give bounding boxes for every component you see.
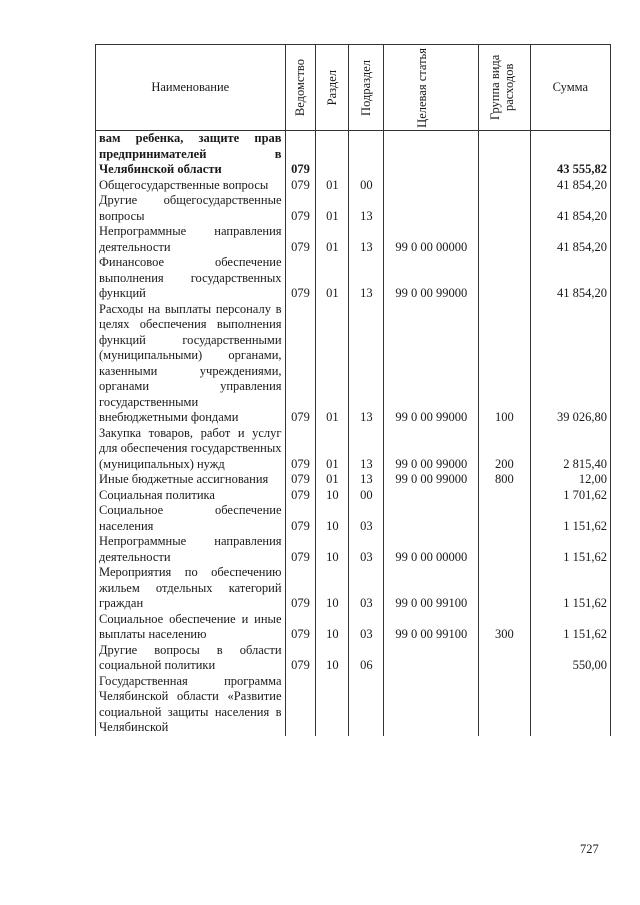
header-gruppa: Группа вида расходов — [488, 54, 517, 121]
cell-razdel: 01 — [316, 255, 349, 302]
cell-gruppa — [479, 674, 531, 736]
table-row — [96, 193, 611, 224]
cell-podrazdel: 03 — [349, 534, 384, 565]
table-row — [96, 255, 611, 302]
cell-celevaya — [384, 674, 479, 736]
cell-gruppa: 100 — [479, 302, 531, 426]
cell-vedomstvo: 079 — [285, 612, 316, 643]
cell-name: Общегосударственные вопросы — [96, 178, 286, 194]
cell-podrazdel: 03 — [349, 503, 384, 534]
cell-celevaya — [384, 643, 479, 674]
cell-gruppa: 300 — [479, 612, 531, 643]
cell-razdel: 10 — [316, 503, 349, 534]
cell-vedomstvo — [285, 674, 316, 736]
cell-podrazdel: 13 — [349, 255, 384, 302]
cell-razdel: 10 — [316, 565, 349, 612]
cell-podrazdel: 13 — [349, 472, 384, 488]
header-name: Наименование — [96, 45, 286, 131]
cell-razdel: 01 — [316, 302, 349, 426]
table-row — [96, 472, 611, 488]
cell-celevaya: 99 0 00 99000 — [384, 255, 479, 302]
cell-podrazdel — [349, 131, 384, 178]
cell-gruppa — [479, 643, 531, 674]
cell-name: Финансовое обеспечение выполнения государственных функций — [96, 255, 286, 302]
header-celevaya: Целевая статья — [415, 47, 430, 128]
cell-podrazdel — [349, 674, 384, 736]
header-razdel: Раздел — [325, 69, 340, 106]
cell-celevaya: 99 0 00 00000 — [384, 534, 479, 565]
cell-summa: 1 151,62 — [530, 612, 610, 643]
cell-vedomstvo: 079 — [285, 302, 316, 426]
cell-razdel — [316, 131, 349, 178]
cell-summa: 41 854,20 — [530, 193, 610, 224]
cell-summa: 12,00 — [530, 472, 610, 488]
table-row — [96, 488, 611, 504]
header-podrazdel: Подраздел — [359, 59, 374, 116]
table-header — [96, 45, 611, 131]
cell-razdel: 10 — [316, 488, 349, 504]
cell-podrazdel: 13 — [349, 302, 384, 426]
cell-podrazdel: 00 — [349, 178, 384, 194]
cell-vedomstvo: 079 — [285, 565, 316, 612]
cell-razdel: 10 — [316, 643, 349, 674]
cell-name: Социальная политика — [96, 488, 286, 504]
cell-podrazdel: 03 — [349, 612, 384, 643]
page-number: 727 — [580, 842, 599, 856]
cell-razdel: 01 — [316, 426, 349, 473]
cell-gruppa — [479, 224, 531, 255]
cell-celevaya — [384, 193, 479, 224]
cell-gruppa — [479, 565, 531, 612]
cell-gruppa: 800 — [479, 472, 531, 488]
cell-gruppa — [479, 193, 531, 224]
cell-summa — [530, 674, 610, 736]
header-podrazdel-cell — [349, 45, 384, 131]
cell-vedomstvo: 079 — [285, 534, 316, 565]
cell-name: Непрограммные направления деятельности — [96, 224, 286, 255]
cell-podrazdel: 00 — [349, 488, 384, 504]
table-row — [96, 426, 611, 473]
cell-gruppa — [479, 255, 531, 302]
cell-celevaya: 99 0 00 99000 — [384, 302, 479, 426]
cell-name: Мероприятия по обеспечению жильем отдельных категорий граждан — [96, 565, 286, 612]
cell-razdel: 01 — [316, 178, 349, 194]
cell-razdel: 01 — [316, 224, 349, 255]
table-row — [96, 643, 611, 674]
cell-razdel: 01 — [316, 193, 349, 224]
cell-name: Другие общегосударственные вопросы — [96, 193, 286, 224]
cell-summa: 1 701,62 — [530, 488, 610, 504]
cell-summa: 550,00 — [530, 643, 610, 674]
cell-summa: 1 151,62 — [530, 503, 610, 534]
table-row — [96, 565, 611, 612]
cell-razdel: 10 — [316, 612, 349, 643]
cell-celevaya — [384, 503, 479, 534]
cell-razdel — [316, 674, 349, 736]
cell-vedomstvo: 079 — [285, 503, 316, 534]
cell-name: Закупка товаров, работ и услуг для обеспечения государственных (муниципальных) нужд — [96, 426, 286, 473]
cell-summa: 39 026,80 — [530, 302, 610, 426]
cell-celevaya — [384, 131, 479, 178]
header-vedomstvo-cell — [285, 45, 316, 131]
cell-podrazdel: 13 — [349, 193, 384, 224]
cell-vedomstvo: 079 — [285, 255, 316, 302]
cell-vedomstvo: 079 — [285, 178, 316, 194]
cell-celevaya — [384, 178, 479, 194]
table-row — [96, 224, 611, 255]
header-vedomstvo: Ведомство — [293, 58, 308, 117]
table-row — [96, 612, 611, 643]
header-summa: Сумма — [530, 45, 610, 131]
cell-name: Непрограммные направления деятельности — [96, 534, 286, 565]
cell-summa: 1 151,62 — [530, 534, 610, 565]
cell-summa: 1 151,62 — [530, 565, 610, 612]
cell-podrazdel: 13 — [349, 426, 384, 473]
cell-summa: 2 815,40 — [530, 426, 610, 473]
cell-celevaya: 99 0 00 99100 — [384, 612, 479, 643]
cell-celevaya — [384, 488, 479, 504]
cell-gruppa — [479, 503, 531, 534]
cell-name: вам ребенка, защите прав предпринимателей в Челябинской области — [96, 131, 286, 178]
header-celevaya-cell — [384, 45, 479, 131]
table-row — [96, 534, 611, 565]
cell-gruppa — [479, 131, 531, 178]
table-row — [96, 503, 611, 534]
cell-podrazdel: 03 — [349, 565, 384, 612]
cell-vedomstvo: 079 — [285, 472, 316, 488]
cell-name: Иные бюджетные ассигнования — [96, 472, 286, 488]
cell-vedomstvo: 079 — [285, 426, 316, 473]
cell-celevaya: 99 0 00 99000 — [384, 472, 479, 488]
cell-vedomstvo: 079 — [285, 193, 316, 224]
cell-name: Расходы на выплаты персоналу в целях обеспечения выполнения функций государственными (муниципальными) органами, казенными учреждениями, органами управления государственными внебюджетными фондами — [96, 302, 286, 426]
cell-gruppa — [479, 178, 531, 194]
cell-celevaya: 99 0 00 99100 — [384, 565, 479, 612]
cell-gruppa — [479, 534, 531, 565]
cell-vedomstvo: 079 — [285, 488, 316, 504]
cell-vedomstvo: 079 — [285, 131, 316, 178]
cell-razdel: 01 — [316, 472, 349, 488]
cell-podrazdel: 13 — [349, 224, 384, 255]
cell-summa: 43 555,82 — [530, 131, 610, 178]
cell-summa: 41 854,20 — [530, 224, 610, 255]
cell-celevaya: 99 0 00 99000 — [384, 426, 479, 473]
header-razdel-cell — [316, 45, 349, 131]
cell-gruppa — [479, 488, 531, 504]
cell-vedomstvo: 079 — [285, 643, 316, 674]
cell-celevaya: 99 0 00 00000 — [384, 224, 479, 255]
cell-name: Социальное обеспечение населения — [96, 503, 286, 534]
header-gruppa-cell — [479, 45, 531, 131]
cell-gruppa: 200 — [479, 426, 531, 473]
cell-name: Государственная программа Челябинской области «Развитие социальной защиты населения в Челябинской — [96, 674, 286, 736]
cell-summa: 41 854,20 — [530, 255, 610, 302]
table-row — [96, 302, 611, 426]
table-row — [96, 674, 611, 736]
table-body — [96, 131, 611, 736]
table-row — [96, 131, 611, 178]
cell-razdel: 10 — [316, 534, 349, 565]
cell-vedomstvo: 079 — [285, 224, 316, 255]
table-row — [96, 178, 611, 194]
cell-name: Социальное обеспечение и иные выплаты населению — [96, 612, 286, 643]
budget-table — [95, 44, 611, 736]
cell-podrazdel: 06 — [349, 643, 384, 674]
cell-summa: 41 854,20 — [530, 178, 610, 194]
cell-name: Другие вопросы в области социальной политики — [96, 643, 286, 674]
